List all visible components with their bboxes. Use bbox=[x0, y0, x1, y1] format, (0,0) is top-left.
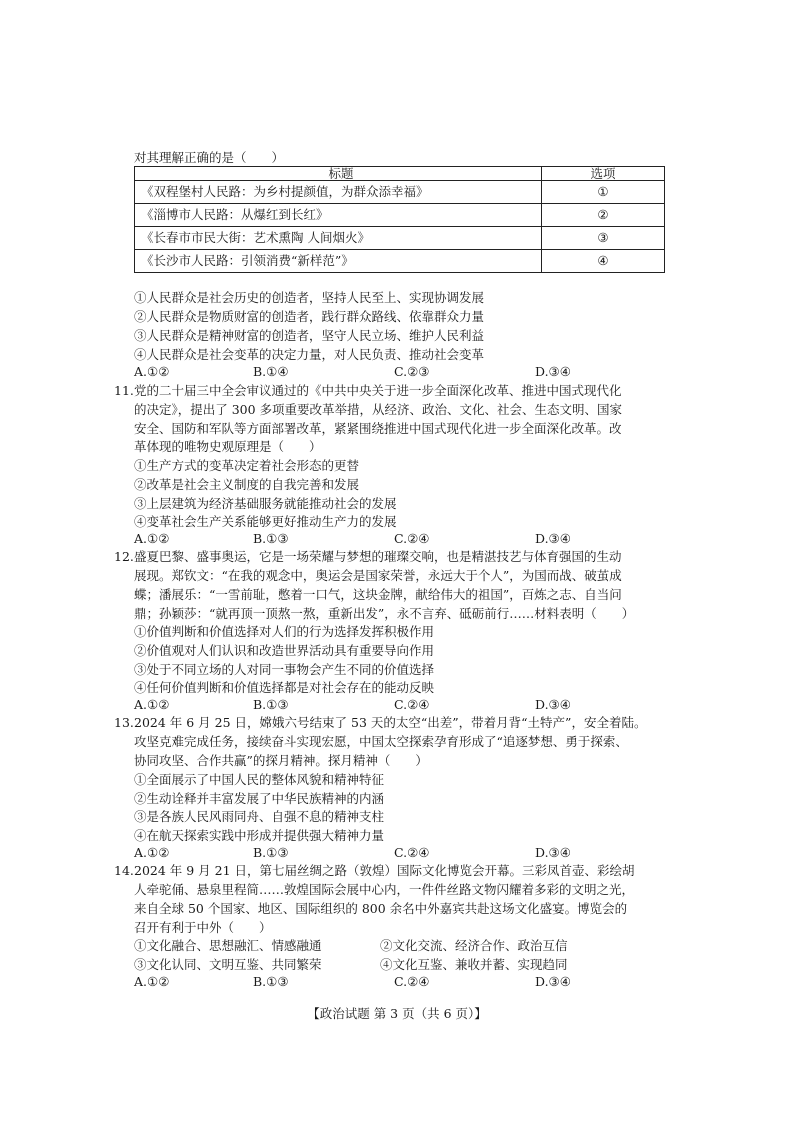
table-cell-option: ③ bbox=[542, 227, 665, 250]
q11-choice-b: B.①③ bbox=[253, 531, 289, 546]
q11-statement-3: ③上层建筑为经济基础服务就能推动社会的发展 bbox=[134, 496, 397, 511]
q10-choice-c: C.②③ bbox=[394, 364, 430, 379]
q12-choice-a: A.①② bbox=[134, 697, 170, 712]
q12-statement-3: ③处于不同立场的人对同一事物会产生不同的价值选择 bbox=[134, 662, 435, 677]
q10-title-table bbox=[134, 166, 665, 273]
table-cell-title: 《双程堡村人民路：为乡村提颜值，为群众添幸福》 bbox=[135, 181, 542, 204]
q12-statement-4: ④任何价值判断和价值选择都是对社会存在的能动反映 bbox=[134, 680, 435, 695]
q13-statement-2: ②生动诠释并丰富发展了中华民族精神的内涵 bbox=[134, 791, 385, 806]
q13-statement-4: ④在航天探索实践中形成并提供强大精神力量 bbox=[134, 828, 385, 843]
q14-choice-b: B.①③ bbox=[253, 974, 289, 989]
table-cell-option: ② bbox=[542, 204, 665, 227]
table-cell-title: 《淄博市人民路：从爆红到长红》 bbox=[135, 204, 542, 227]
q13-choice-d: D.③④ bbox=[535, 845, 571, 860]
q11-choice-c: C.②④ bbox=[394, 531, 430, 546]
q12-statement-1: ①价值判断和价值选择对人们的行为选择发挥积极作用 bbox=[134, 624, 435, 639]
q12-number: 12. bbox=[114, 549, 134, 564]
q11-line-1: 党的二十届三中全会审议通过的《中共中央关于进一步全面深化改革、推进中国式现代化 bbox=[134, 383, 622, 398]
q10-choice-a: A.①② bbox=[134, 364, 170, 379]
q14-line-3: 来自全球 50 个国家、地区、国际组织的 800 余名中外嘉宾共赴这场文化盛宴。博览会的 bbox=[134, 901, 628, 916]
q11-choice-d: D.③④ bbox=[535, 531, 571, 546]
q10-statement-3: ③人民群众是精神财富的创造者，坚守人民立场、维护人民利益 bbox=[134, 328, 485, 343]
q12-line-1: 盛夏巴黎、盛事奥运，它是一场荣耀与梦想的璀璨交响，也是精湛技艺与体育强国的生动 bbox=[134, 549, 622, 564]
q11-line-2: 的决定》，提出了 300 多项重要改革举措，从经济、政治、文化、社会、生态文明、国家 bbox=[134, 402, 623, 417]
q14-line-2: 人牵驼俑、悬泉里程简……敦煌国际会展中心内，一件件丝路文物闪耀着多彩的文明之光， bbox=[134, 882, 635, 897]
q11-choice-a: A.①② bbox=[134, 531, 170, 546]
q10-statement-4: ④人民群众是社会变革的决定力量，对人民负责、推动社会变革 bbox=[134, 347, 485, 362]
q14-statement-2: ②文化交流、经济合作、政治互信 bbox=[380, 938, 568, 953]
table-cell-title: 《长沙市人民路：引领消费“新样范”》 bbox=[135, 250, 542, 273]
q13-number: 13. bbox=[114, 715, 134, 730]
q13-choice-c: C.②④ bbox=[394, 845, 430, 860]
table-row bbox=[135, 227, 665, 250]
q11-number: 11. bbox=[114, 383, 134, 398]
page-footer: 【政治试题 第 3 页（共 6 页）】 bbox=[307, 1006, 487, 1021]
table-header-row bbox=[135, 167, 665, 181]
q11-line-4: 革体现的唯物史观原理是（ ） bbox=[134, 439, 322, 454]
q10-statement-2: ②人民群众是物质财富的创造者，践行群众路线、依靠群众力量 bbox=[134, 309, 485, 324]
q12-choice-c: C.②④ bbox=[394, 697, 430, 712]
table-row bbox=[135, 204, 665, 227]
q11-statement-4: ④变革社会生产关系能够更好推动生产力的发展 bbox=[134, 514, 397, 529]
q12-statement-2: ②价值观对人们认识和改造世界活动具有重要导向作用 bbox=[134, 643, 435, 658]
q13-line-1: 2024 年 6 月 25 日，嫦娥六号结束了 53 天的太空“出差”，带着月背“土特产”，安全着陆。 bbox=[134, 715, 647, 730]
q10-choice-d: D.③④ bbox=[535, 364, 571, 379]
q12-line-3: 蝶；潘展乐：“一雪前耻，憋着一口气，这块金牌，献给伟大的祖国”，百炼之志、自当问 bbox=[134, 587, 622, 602]
table-cell-option: ④ bbox=[542, 250, 665, 273]
q14-statement-1: ①文化融合、思想融汇、情感融通 bbox=[134, 938, 322, 953]
q13-choice-b: B.①③ bbox=[253, 845, 289, 860]
q13-statement-1: ①全面展示了中国人民的整体风貌和精神特征 bbox=[134, 772, 385, 787]
q13-choice-a: A.①② bbox=[134, 845, 170, 860]
q12-choice-b: B.①③ bbox=[253, 697, 289, 712]
q10-stem-tail: 对其理解正确的是（ ） bbox=[134, 150, 285, 165]
q10-statement-1: ①人民群众是社会历史的创造者，坚持人民至上、实现协调发展 bbox=[134, 290, 485, 305]
q14-line-1: 2024 年 9 月 21 日，第七届丝绸之路（敦煌）国际文化博览会开幕。三彩凤首壶、彩绘胡 bbox=[134, 863, 635, 878]
q14-choice-a: A.①② bbox=[134, 974, 170, 989]
q14-choice-c: C.②④ bbox=[394, 974, 430, 989]
table-row bbox=[135, 181, 665, 204]
q13-statement-3: ③是各族人民风雨同舟、自强不息的精神支柱 bbox=[134, 809, 385, 824]
q14-statement-3: ③文化认同、文明互鉴、共同繁荣 bbox=[134, 957, 322, 972]
q12-choice-d: D.③④ bbox=[535, 697, 571, 712]
table-cell-option: ① bbox=[542, 181, 665, 204]
q11-line-3: 安全、国防和军队等方面部署改革，紧紧围绕推进中国式现代化进一步全面深化改革。改 bbox=[134, 421, 622, 436]
q12-line-4: 鼎；孙颖莎：“就再顶一顶熬一熬，重新出发”，永不言弃、砥砺前行……材料表明（ ） bbox=[134, 606, 635, 621]
q13-line-2: 攻坚克难完成任务，接续奋斗实现宏愿，中国太空探索孕育形成了“追逐梦想、勇于探索、 bbox=[134, 734, 628, 749]
table-row bbox=[135, 250, 665, 273]
table-header-option: 选项 bbox=[542, 167, 665, 181]
q12-line-2: 展现。郑钦文：“在我的观念中，奥运会是国家荣誉，永远大于个人”，为国而战、破茧成 bbox=[134, 568, 622, 583]
q14-statement-4: ④文化互鉴、兼收并蓄、实现趋同 bbox=[380, 957, 568, 972]
q13-line-3: 协同攻坚、合作共赢”的探月精神。探月精神（ ） bbox=[134, 753, 428, 768]
q10-choice-b: B.①④ bbox=[253, 364, 289, 379]
table-cell-title: 《长春市市民大街：艺术熏陶 人间烟火》 bbox=[135, 227, 542, 250]
q11-statement-2: ②改革是社会主义制度的自我完善和发展 bbox=[134, 477, 360, 492]
q14-number: 14. bbox=[114, 863, 134, 878]
table-header-title: 标题 bbox=[135, 167, 542, 181]
q14-line-4: 召开有利于中外（ ） bbox=[134, 920, 272, 935]
q14-choice-d: D.③④ bbox=[535, 974, 571, 989]
q11-statement-1: ①生产方式的变革决定着社会形态的更替 bbox=[134, 458, 360, 473]
